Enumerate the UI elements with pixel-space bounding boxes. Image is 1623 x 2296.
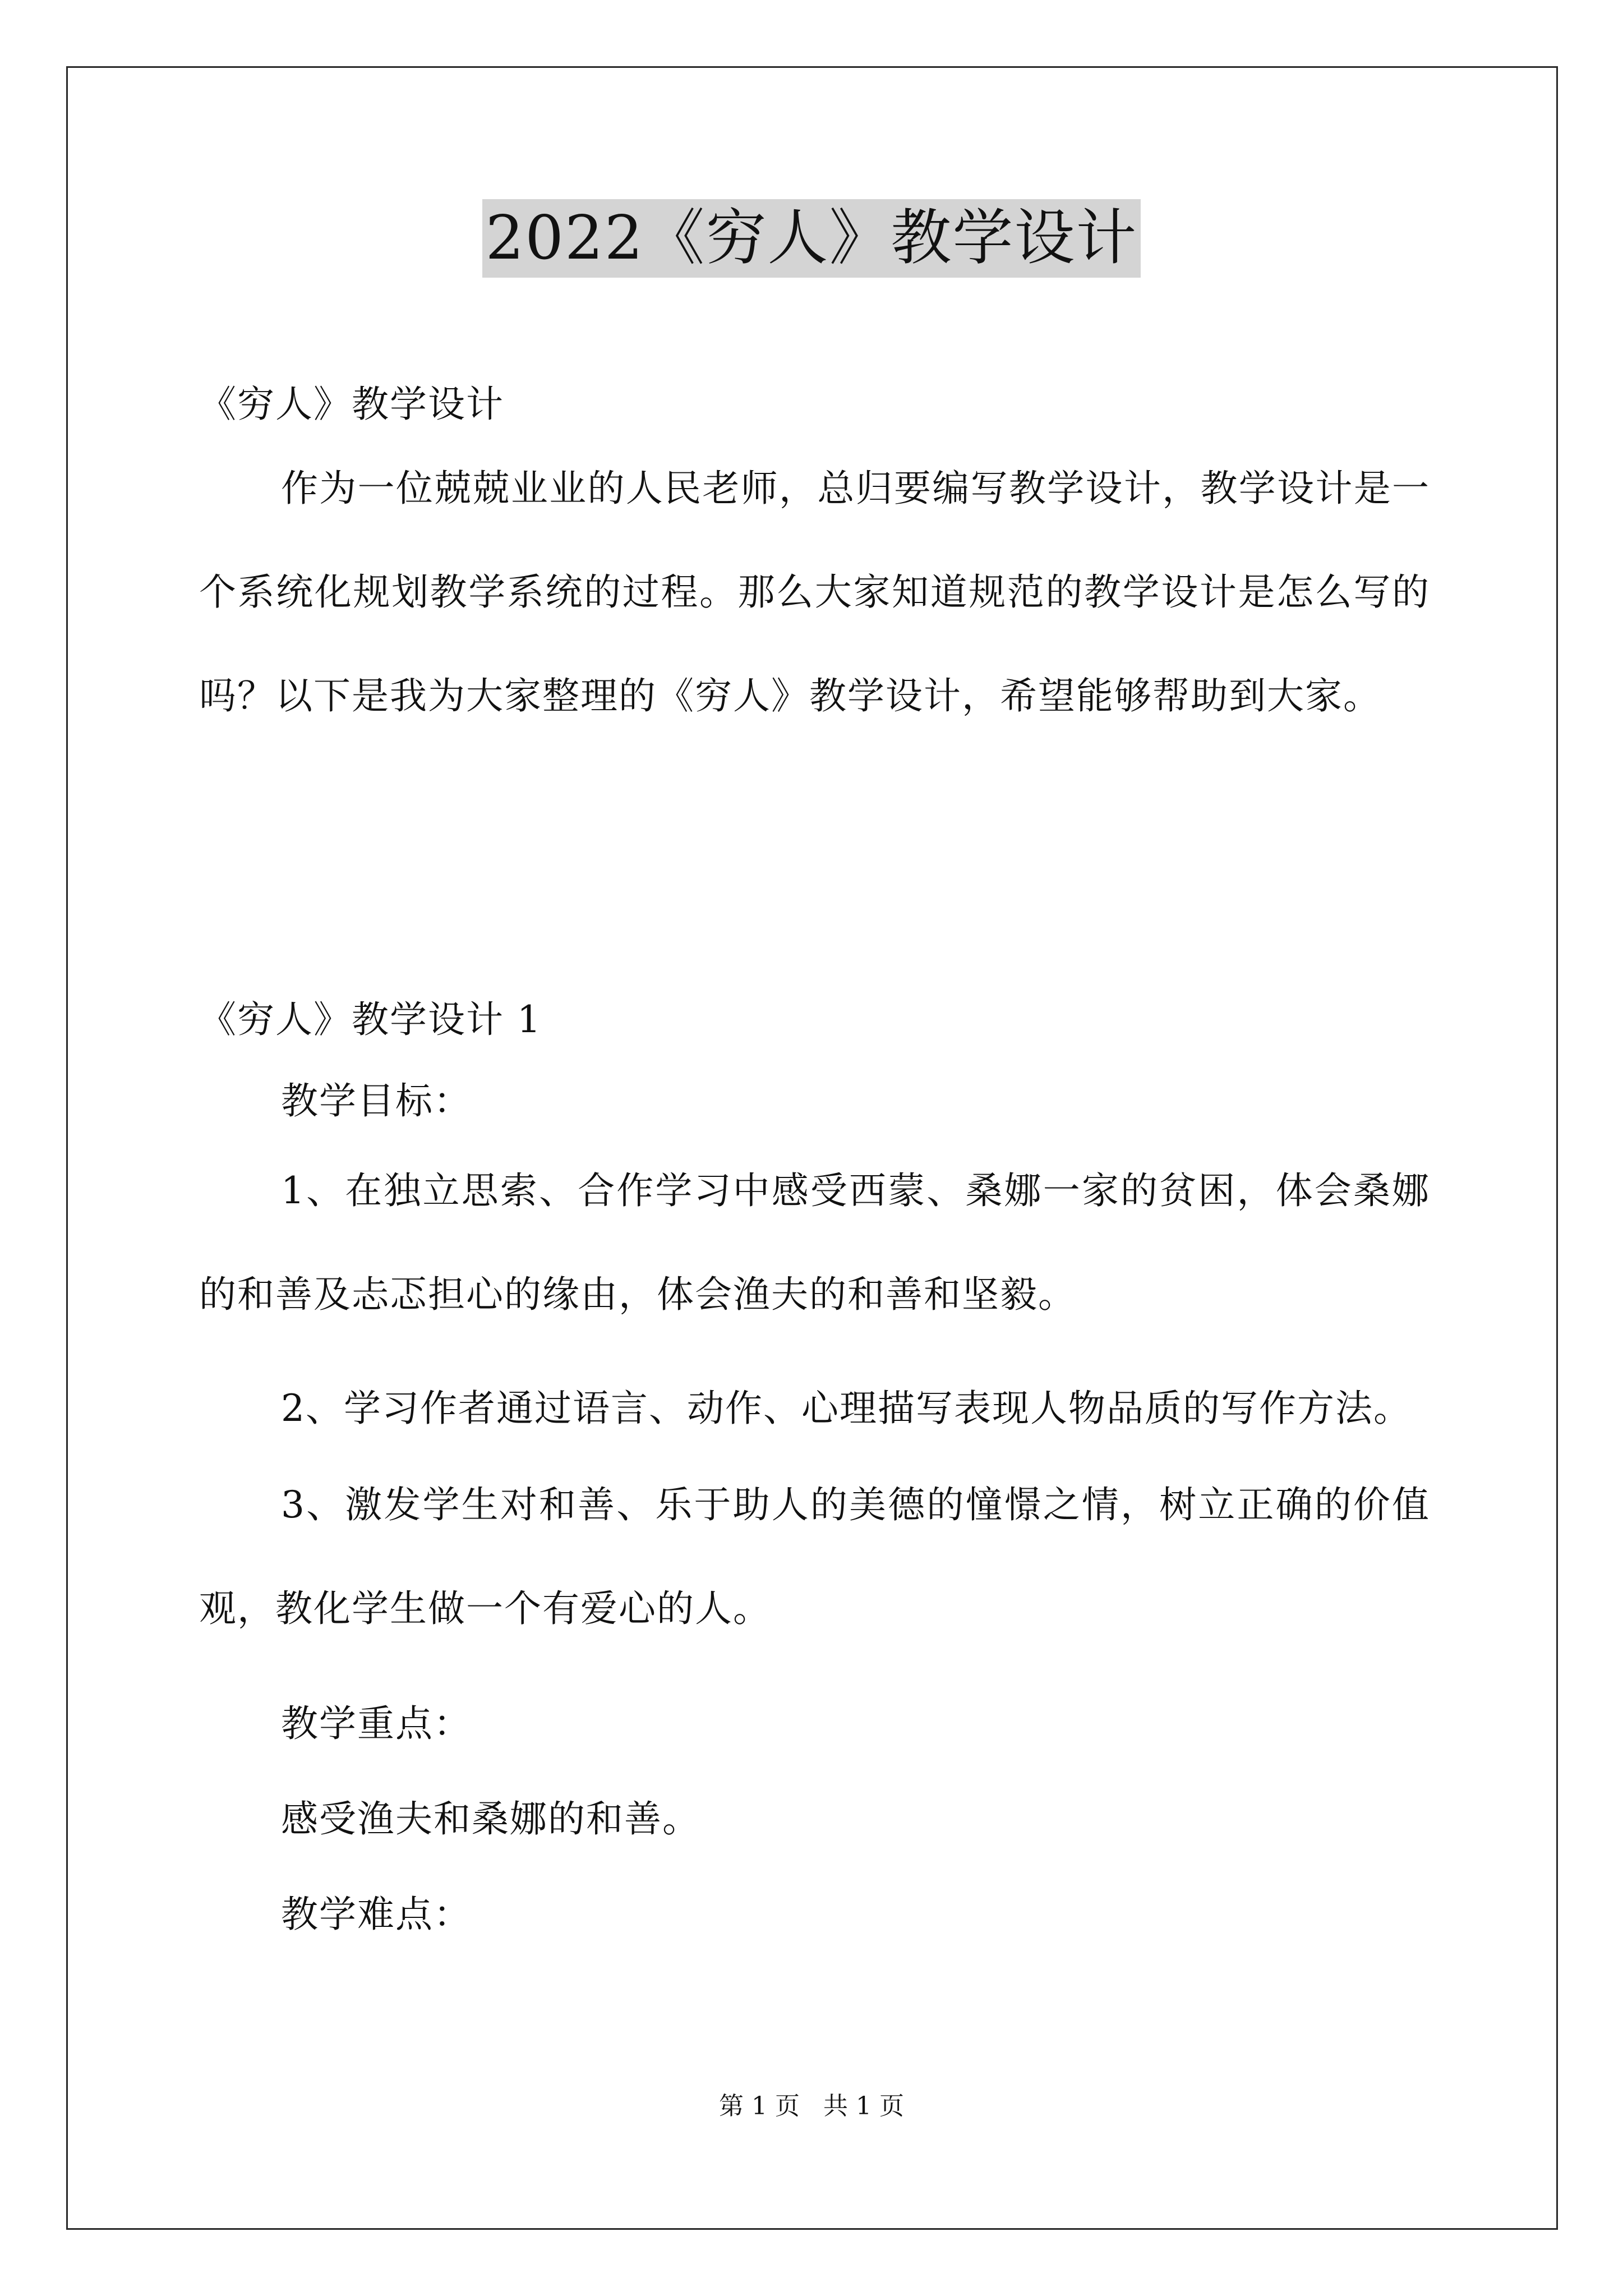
difficulty-label: 教学难点： [281,1893,472,1936]
document-title [0,199,1623,278]
key-point-label: 教学重点： [281,1702,472,1745]
page-footer: 第 1 页 共 1 页 [719,2092,904,2120]
objective-3: 3、激发学生对和善、乐于助人的美德的憧憬之情，树立正确的价值观，教化学生做一个有爱心的人。 [199,1483,1430,1630]
intro-paragraph: 作为一位兢兢业业的人民老师，总归要编写教学设计，教学设计是一个系统化规划教学系统的过程。那么大家知道规范的教学设计是怎么写的吗？以下是我为大家整理的《穷人》教学设计，希望能够帮助到大家。 [199,467,1430,717]
section-heading: 《穷人》教学设计 1 [199,998,542,1041]
key-point-text: 感受渔夫和桑娜的和善。 [281,1797,700,1841]
document-subtitle: 《穷人》教学设计 [199,383,504,426]
objective-1: 1、在独立思索、合作学习中感受西蒙、桑娜一家的贫困，体会桑娜的和善及忐忑担心的缘由，体会渔夫的和善和坚毅。 [199,1169,1430,1316]
document-title-text: 2022《穷人》教学设计 [482,199,1141,278]
objective-2: 2、学习作者通过语言、动作、心理描写表现人物品质的写作方法。 [281,1387,1412,1430]
objectives-label: 教学目标： [281,1079,472,1122]
